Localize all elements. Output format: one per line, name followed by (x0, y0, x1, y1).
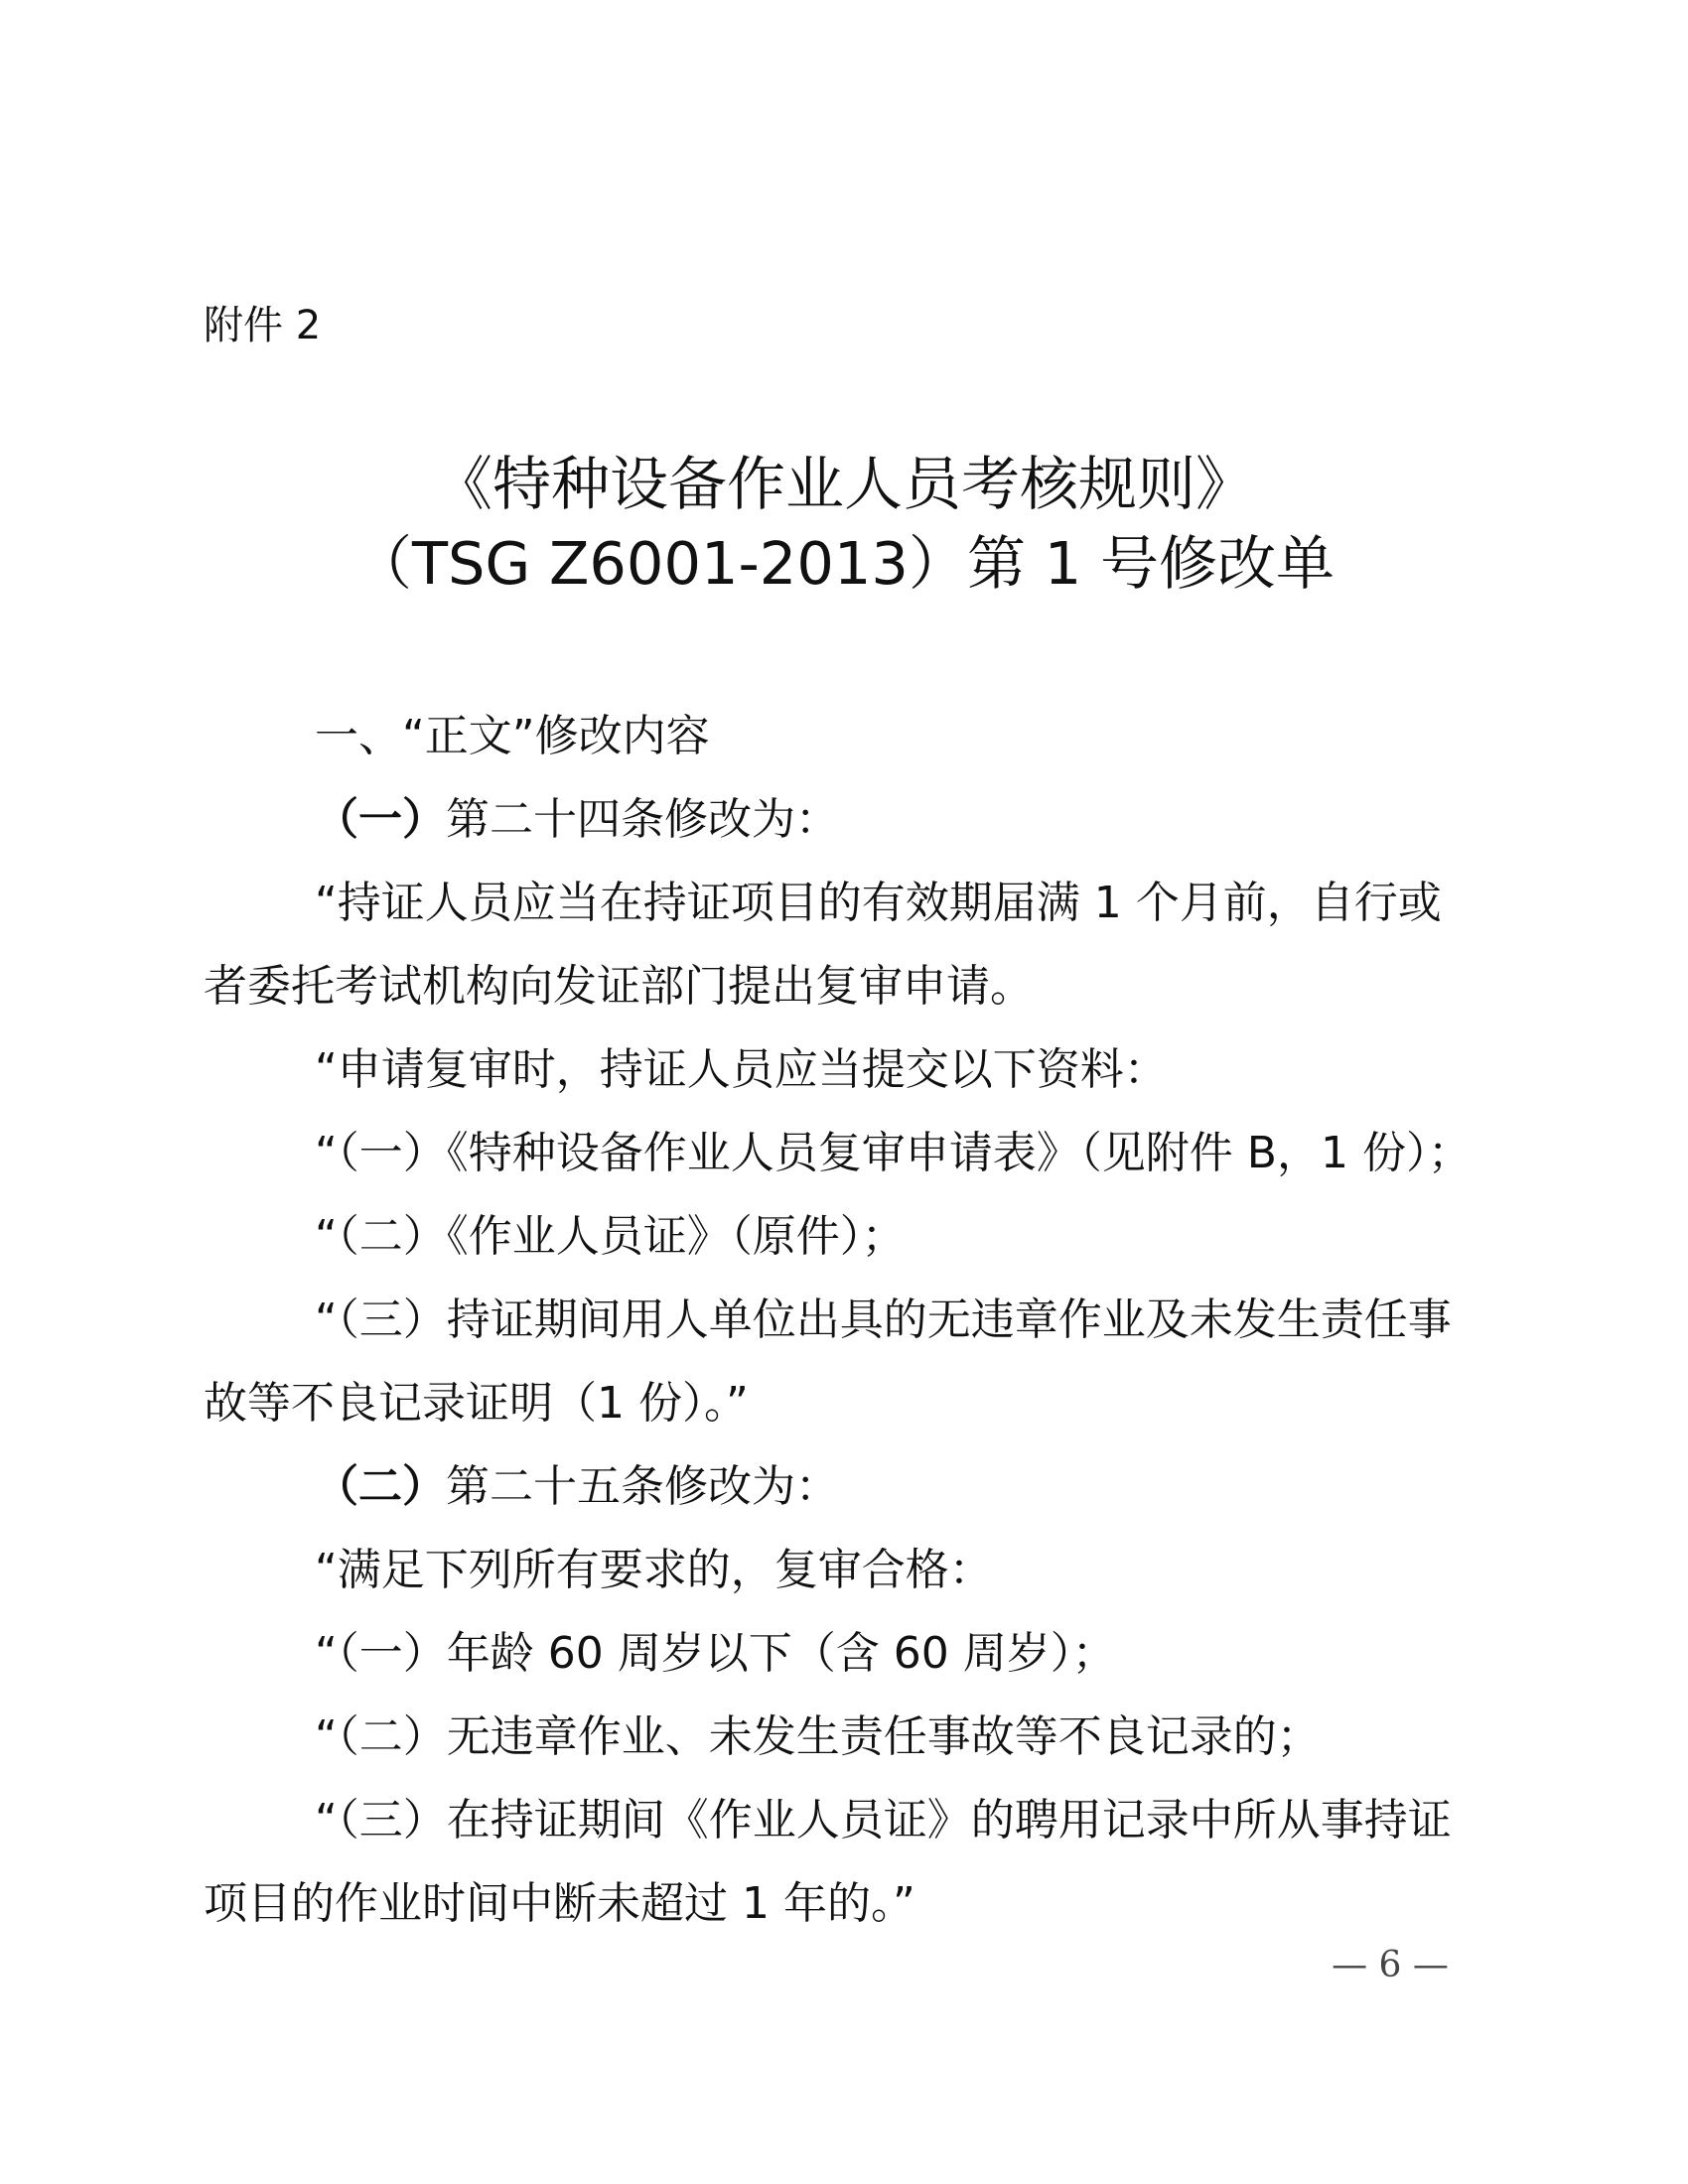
paragraph-requirement-2: “（二）无违章作业、未发生责任事故等不良记录的； (315, 1711, 1321, 1762)
page-number: — 6 — (1332, 1945, 1449, 1985)
paragraph-renewal-deadline: “持证人员应当在持证项目的有效期届满 1 个月前，自行或者委托考试机构向发证部门提出复审申请。 (204, 878, 1442, 1012)
attachment-label: 附件 2 (204, 303, 322, 348)
paragraph-materials-intro: “申请复审时，持证人员应当提交以下资料： (315, 1044, 1168, 1095)
item-2-text: 第二十五条修改为： (446, 1461, 839, 1512)
paragraph-requirement-1: “（一）年龄 60 周岁以下（含 60 周岁）； (315, 1628, 1116, 1679)
document-title-line-2: （TSG Z6001-2013）第 1 号修改单 (352, 529, 1336, 598)
item-1-text: 第二十四条修改为： (446, 794, 839, 845)
document-title-line-1: 《特种设备作业人员考核规则》 (433, 450, 1254, 518)
item-2-heading (204, 1445, 1484, 1529)
section-heading: 一、“正文”修改内容 (315, 711, 710, 761)
paragraph-requirement-3: “（三）在持证期间《作业人员证》的聘用记录中所从事持证项目的作业时间中断未超过 1 年的。” (204, 1795, 1452, 1929)
paragraph-material-1: “（一）《特种设备作业人员复审申请表》（见附件 B，1 份）； (315, 1128, 1472, 1178)
item-1-label: （一） (315, 794, 446, 845)
paragraph-requirements-intro: “满足下列所有要求的，复审合格： (315, 1545, 993, 1595)
item-1-heading (204, 778, 1484, 862)
paragraph-material-2: “（二）《作业人员证》（原件）； (315, 1211, 906, 1262)
item-2-label: （二） (315, 1461, 446, 1512)
paragraph-material-3: “（三）持证期间用人单位出具的无违章作业及未发生责任事故等不良记录证明（1 份）。” (204, 1295, 1452, 1429)
